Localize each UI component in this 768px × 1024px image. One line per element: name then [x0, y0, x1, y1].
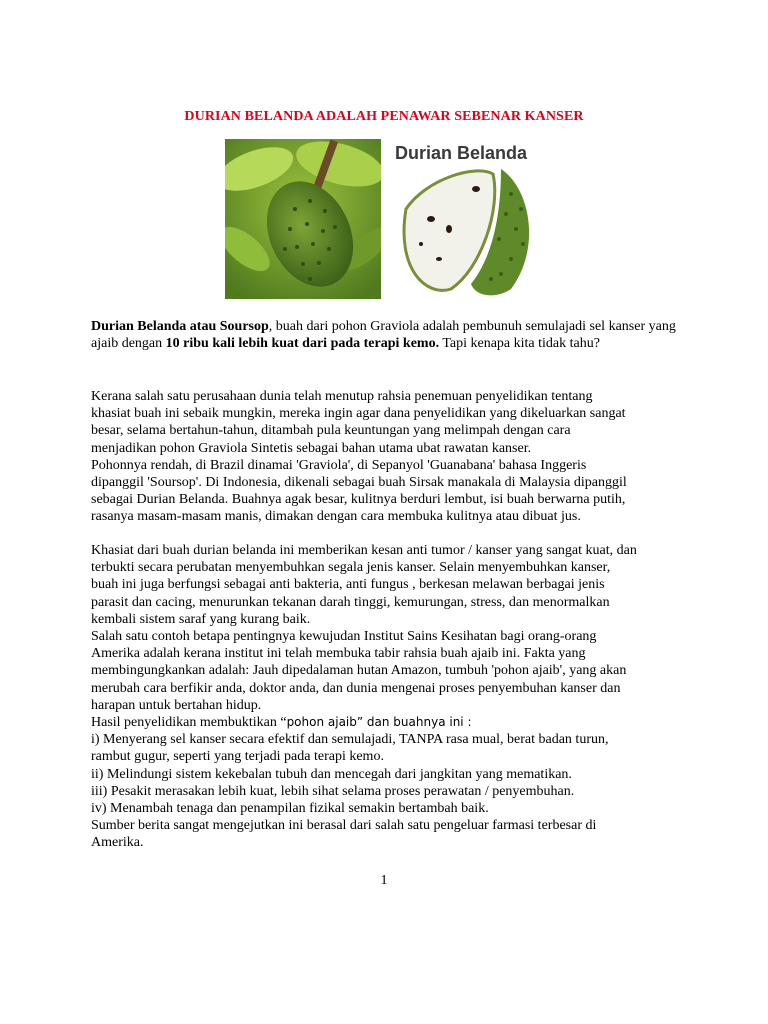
list-line: ii) Melindungi sistem kekebalan tubuh dan mencegah dari jangkitan yang mematikan. — [91, 766, 572, 782]
paragraph-line: Khasiat dari buah durian belanda ini memberikan kesan anti tumor / kanser yang sangat kuat, dan — [91, 543, 637, 558]
paragraph-line: dipanggil 'Soursop'. Di Indonesia, dikenali sebagai buah Sirsak manakala di Malaysia dipanggil — [91, 475, 627, 491]
paragraph-3 — [91, 542, 691, 852]
results-intro-line — [91, 714, 691, 731]
intro-question: Tapi kenapa kita tidak tahu? — [439, 336, 600, 352]
soursop-cut-photo — [381, 139, 544, 299]
intro-text: , buah dari pohon Graviola adalah pembunuh semulajadi sel kanser yang ajaib dengan — [91, 319, 676, 352]
list-line: i) Menyerang sel kanser secara efektif dan semulajadi, TANPA rasa mual, berat badan turun, — [91, 732, 609, 748]
intro-paragraph — [91, 318, 691, 352]
soursop-photo — [225, 139, 544, 299]
list-line: iii) Pesakit merasakan lebih kuat, lebih sihat selama proses perawatan / penyembuhan. — [91, 783, 575, 799]
paragraph-line: menjadikan pohon Graviola Sintetis sebagai bahan utama ubat rawatan kanser. — [91, 440, 532, 456]
page-number: 1 — [380, 873, 388, 888]
intro-bold-term: Durian Belanda atau Soursop — [91, 319, 269, 334]
paragraph-line: sebagai Durian Belanda. Buahnya agak besar, kulitnya berduri lembut, isi buah berwarna putih, — [91, 492, 626, 508]
paragraph-line: parasit dan cacing, menurunkan tekanan darah tinggi, kemurungan, stress, dan menormalkan — [91, 594, 610, 610]
paragraph-line: terbukti secara perubatan menyembuhkan segala jenis kanser. Selain menyembuhkan kanser, — [91, 560, 611, 576]
list-line: iv) Menambah tenaga dan penampilan fizikal semakin bertambah baik. — [91, 801, 489, 817]
paragraph-line: rasanya masam-masam manis, dimakan dengan cara membuka kulitnya atau dibuat jus. — [91, 509, 581, 525]
list-line: Amerika. — [91, 835, 144, 851]
paragraph-line: Pohonnya rendah, di Brazil dinamai 'Graviola', di Sepanyol 'Guanabana' bahasa Inggeris — [91, 457, 587, 473]
paragraph-line: merubah cara berfikir anda, doktor anda, dan dunia mengenai proses penyembuhan kanser dan — [91, 680, 621, 696]
document-title: DURIAN BELANDA ADALAH PENAWAR SEBENAR KANSER — [184, 109, 584, 124]
paragraph-2 — [91, 388, 691, 526]
paragraph-line: buah ini juga berfungsi sebagai anti bakteria, anti fungus , berkesan melawan berbagai jenis — [91, 577, 605, 593]
paragraph-line: Salah satu contoh betapa pentingnya kewujudan Institut Sains Kesihatan bagi orang-orang — [91, 629, 597, 645]
image-caption: Durian Belanda — [395, 143, 528, 163]
paragraph-line: Kerana salah satu perusahaan dunia telah menutup rahsia penemuan penyelidikan tentang — [91, 389, 593, 404]
soursop-tree-image — [225, 139, 381, 299]
paragraph-line: khasiat buah ini sebaik mungkin, mereka ingin agar dana penyelidikan yang dikeluarkan sangat — [91, 406, 626, 422]
list-line: rambut gugur, seperti yang terjadi pada terapi kemo. — [91, 749, 384, 765]
paragraph-line: harapan untuk bertahan hidup. — [91, 697, 262, 713]
paragraph-line: kembali sistem saraf yang kurang baik. — [91, 611, 311, 627]
results-suffix: pohon ajaib” dan buahnya ini : — [286, 715, 472, 730]
list-line: Sumber berita sangat mengejutkan ini berasal dari salah satu pengeluar farmasi terbesar di — [91, 818, 597, 834]
paragraph-line: besar, selama bertahun-tahun, ditambah pula keuntungan yang melimpah dengan cara — [91, 423, 571, 439]
intro-bold-claim: 10 ribu kali lebih kuat dari pada terapi kemo. — [165, 336, 440, 352]
paragraph-line: membingungkankan adalah: Jauh dipedalaman hutan Amazon, tumbuh 'pohon ajaib', yang akan — [91, 663, 627, 679]
results-prefix: Hasil penyelidikan membuktikan “ — [91, 715, 287, 731]
paragraph-line: Amerika adalah kerana institut ini telah membuka tabir rahsia buah ajaib ini. Fakta yang — [91, 646, 586, 662]
soursop-on-tree-photo — [225, 139, 381, 299]
